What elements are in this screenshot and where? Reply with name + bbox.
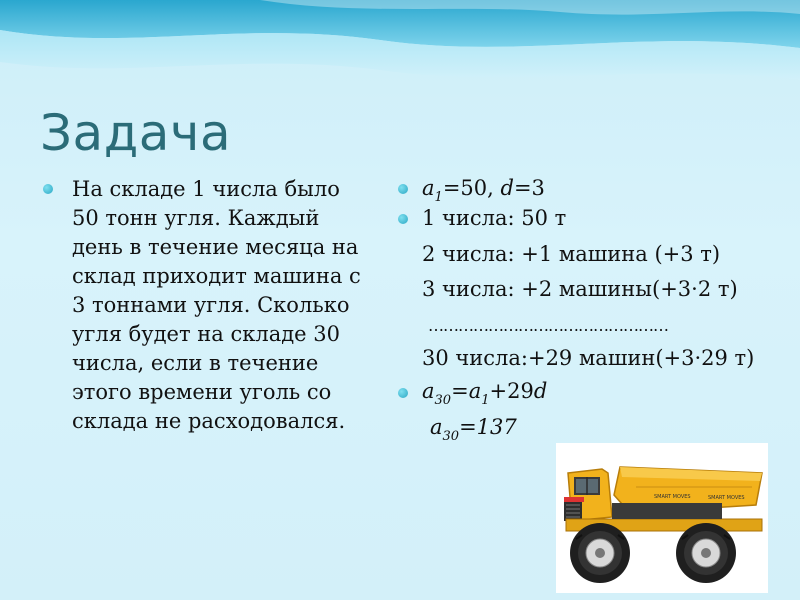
value-text: =3	[513, 176, 545, 200]
solution-line-3: 2 числа: +1 машина (+3 т)	[422, 242, 721, 266]
subscript: 1	[481, 393, 490, 408]
solution-line-4: 3 числа: +2 машины(+3·2 т)	[422, 277, 738, 301]
variable-a: a	[422, 176, 435, 200]
answer-line	[430, 413, 517, 444]
dump-truck-icon	[556, 443, 768, 593]
truck-label: SMART MOVES	[708, 495, 745, 501]
formula-line	[422, 377, 548, 408]
dump-truck-image	[556, 443, 768, 593]
variable-a: a	[430, 415, 443, 439]
solution-line-1	[422, 174, 545, 205]
variable-d: d	[533, 379, 548, 403]
solution-line-2: 1 числа: 50 т	[422, 206, 567, 230]
variable-a: a	[422, 379, 435, 403]
truck-label: SMART MOVES	[654, 494, 691, 500]
subscript: 30	[442, 429, 460, 444]
equals-sign: =	[451, 379, 469, 403]
bullet-icon	[398, 184, 408, 194]
variable-a: a	[468, 379, 482, 403]
solution-ellipsis: …………………………………………	[428, 316, 668, 335]
problem-text: На складе 1 числа было 50 тонн угля. Каждый день в течение месяца на склад приходит машина с 3 тоннами угля. Сколько угля будет на складе 30 числа, если в течение этого времени уголь со склада не расходовался.	[72, 177, 361, 433]
subscript: 1	[434, 190, 443, 205]
bullet-icon	[398, 388, 408, 398]
answer-value: =137	[459, 415, 517, 439]
variable-d: d	[500, 176, 514, 200]
bullet-icon	[43, 184, 53, 194]
solution-line-6: 30 числа:+29 машин(+3·29 т)	[422, 346, 755, 370]
value-text: +29	[489, 379, 534, 403]
subscript: 30	[434, 393, 452, 408]
bullet-icon	[398, 214, 408, 224]
slide-title: Задача	[40, 104, 232, 162]
value-text: =50,	[442, 176, 501, 200]
decorative-wave	[0, 0, 800, 110]
